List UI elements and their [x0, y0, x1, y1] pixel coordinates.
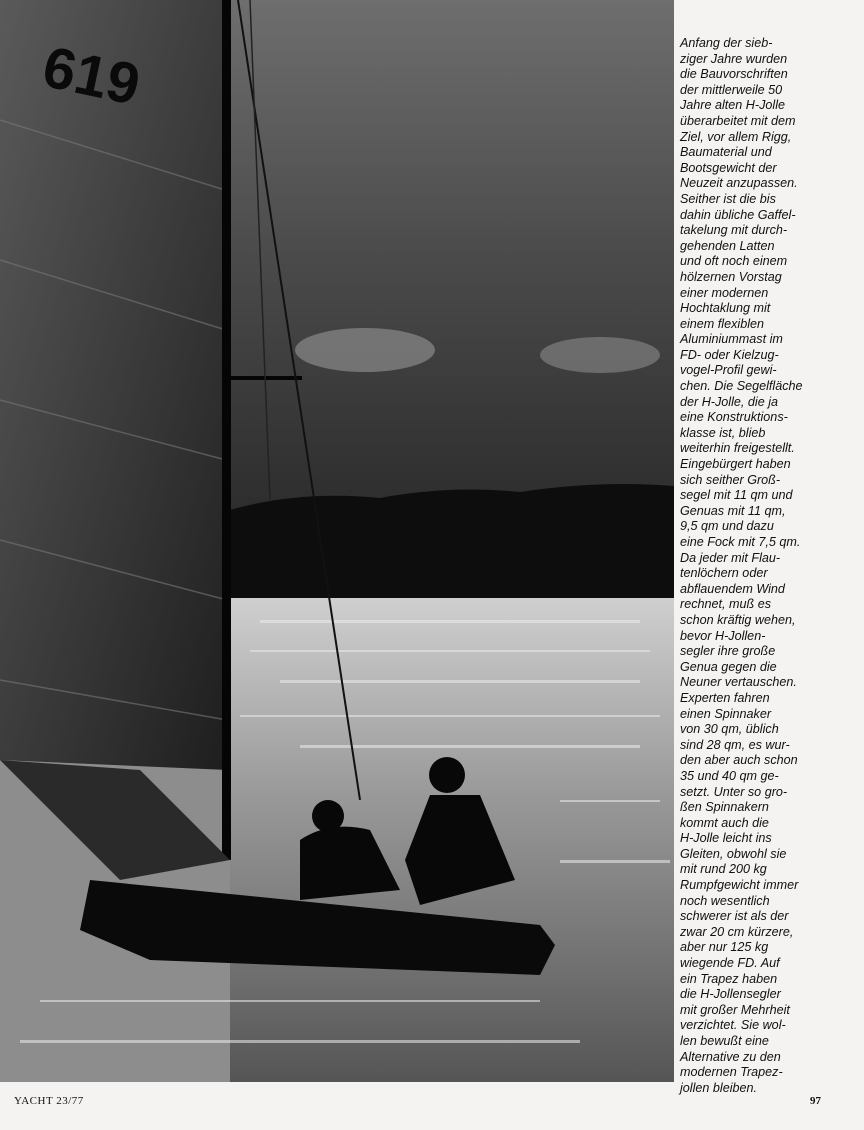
mainsail	[0, 0, 228, 770]
caption-line: Ziel, vor allem Rigg,	[680, 129, 792, 144]
caption-line: eine Fock mit 7,5 qm.	[680, 535, 801, 549]
caption-line: überarbeitet mit dem	[680, 113, 796, 128]
caption-line: len bewußt eine	[680, 1034, 769, 1048]
caption-line: rechnet, muß es	[680, 597, 771, 612]
caption-line: Rumpfgewicht immer	[680, 878, 799, 893]
caption-line: der H-Jolle, die ja	[680, 394, 778, 409]
caption-line: ein Trapez haben	[680, 971, 778, 986]
caption-line: einem flexiblen	[680, 316, 765, 331]
caption-line: Alternative zu den	[680, 1049, 781, 1064]
caption-line: aber nur 125 kg	[680, 940, 769, 955]
caption-line: Eingebürgert haben	[680, 457, 791, 472]
caption-line: verzichtet. Sie wol-	[680, 1018, 786, 1033]
caption-line: der mittlerweile 50	[680, 82, 783, 97]
caption-line: 9,5 qm und dazu	[680, 519, 774, 534]
caption-line: klasse ist, blieb	[680, 425, 766, 440]
caption-line: chen. Die Segelfläche	[680, 379, 803, 394]
caption-line: Seither ist die bis	[680, 191, 776, 206]
caption-line: ziger Jahre wurden	[680, 51, 788, 66]
caption-line: Neuzeit anzupassen.	[680, 176, 798, 191]
caption-line: eine Konstruktions-	[680, 410, 788, 425]
caption-line: noch wesentlich	[680, 893, 770, 908]
caption-line: kommt auch die	[680, 815, 769, 830]
caption-line: sind 28 qm, es wur-	[680, 737, 790, 752]
caption-line: Gleiten, obwohl sie	[680, 846, 787, 861]
caption-line: H-Jolle leicht ins	[680, 831, 772, 846]
caption-line: weiterhin freigestellt.	[680, 441, 795, 456]
caption-line: dahin übliche Gaffel-	[680, 207, 796, 222]
caption-line: Genuas mit 11 qm,	[680, 503, 786, 518]
caption-line: FD- oder Kielzug-	[680, 347, 779, 362]
caption-line: vogel-Profil gewi-	[680, 363, 777, 378]
caption-line: setzt. Unter so gro-	[680, 784, 788, 799]
caption-line: segel mit 11 qm und	[680, 488, 793, 503]
caption-line: den aber auch schon	[680, 753, 798, 768]
caption-line: jollen bleiben.	[680, 1080, 758, 1095]
caption-line: wiegende FD. Auf	[680, 956, 780, 971]
caption-line: Neuner vertauschen.	[680, 675, 797, 690]
caption-line: Bootsgewicht der	[680, 160, 777, 175]
caption-line: schwerer ist als der	[680, 909, 789, 924]
caption-line: schon kräftig wehen,	[680, 612, 796, 627]
caption-line: bevor H-Jollen-	[680, 628, 766, 643]
caption-line: mit rund 200 kg	[680, 862, 767, 877]
svg-text:619: 619	[37, 34, 146, 118]
caption-line: segler ihre große	[680, 644, 776, 659]
caption-line: ßen Spinnakern	[680, 800, 769, 815]
mast	[222, 0, 231, 860]
magazine-issue: YACHT 23/77	[14, 1095, 84, 1107]
caption-line: Experten fahren	[680, 690, 770, 705]
caption-line: Jahre alten H-Jolle	[680, 98, 785, 113]
photo-caption	[680, 36, 820, 1096]
caption-line: und oft noch einem	[680, 254, 788, 269]
caption-line: von 30 qm, üblich	[680, 722, 779, 737]
caption-line: die H-Jollensegler	[680, 987, 781, 1002]
caption-line: Aluminiummast im	[680, 332, 783, 347]
caption-line: Hochtaklung mit	[680, 301, 771, 316]
caption-line: abflauendem Wind	[680, 581, 785, 596]
page-number: 97	[810, 1095, 821, 1107]
caption-line: gehenden Latten	[680, 238, 775, 253]
cloud	[540, 337, 660, 373]
caption-line: die Bauvorschriften	[680, 67, 788, 82]
caption-line: Da jeder mit Flau-	[680, 550, 781, 565]
caption-line: einer modernen	[680, 285, 769, 300]
caption-line: mit großer Mehrheit	[680, 1002, 790, 1017]
caption-line: sich seither Groß-	[680, 472, 781, 487]
treeline	[230, 484, 674, 598]
caption-line: einen Spinnaker	[680, 706, 772, 721]
caption-line: tenlöchern oder	[680, 566, 768, 581]
caption-line: Anfang der sieb-	[680, 36, 773, 50]
caption-line: modernen Trapez-	[680, 1065, 783, 1080]
caption-line: Baumaterial und	[680, 145, 772, 160]
caption-line: hölzernen Vorstag	[680, 269, 782, 284]
caption-line: Genua gegen die	[680, 659, 777, 674]
caption-line: zwar 20 cm kürzere,	[680, 924, 794, 939]
caption-line: 35 und 40 qm ge-	[680, 768, 779, 783]
caption-line: takelung mit durch-	[680, 223, 788, 238]
cloud	[295, 328, 435, 372]
